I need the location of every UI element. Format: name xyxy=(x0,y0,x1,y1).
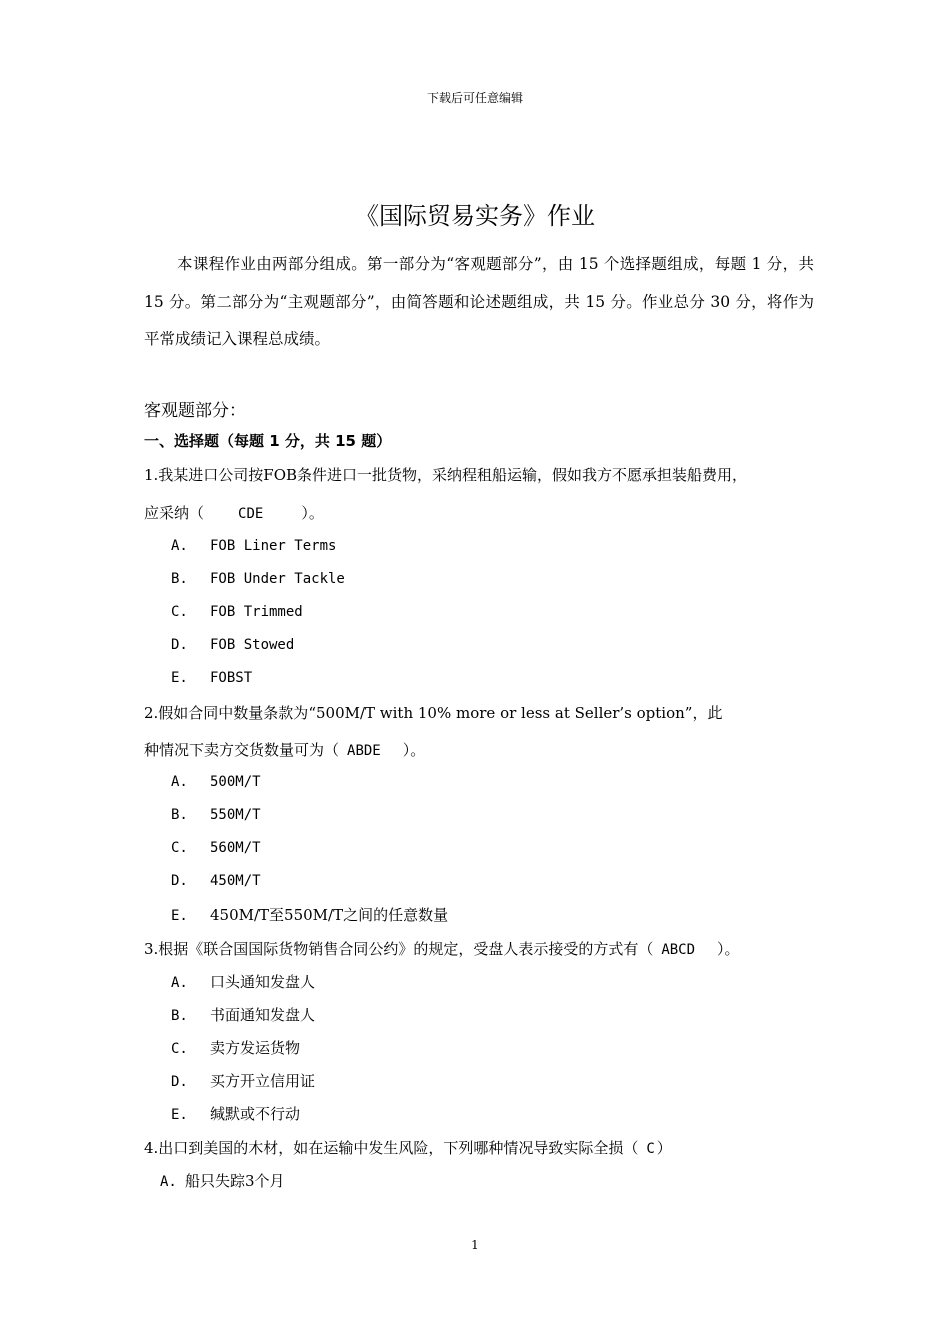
question-4-answer: C xyxy=(646,1141,655,1157)
option-text: FOB Trimmed xyxy=(210,604,303,620)
option-text: FOB Stowed xyxy=(210,637,295,653)
question-4-suffix: ） xyxy=(656,1139,672,1157)
option-text: 买方开立信用证 xyxy=(210,1072,316,1090)
option-text: 450M/T xyxy=(210,873,261,889)
option-text: FOB Liner Terms xyxy=(210,538,337,554)
option-label: A. xyxy=(171,774,188,790)
question-2-answer: ABDE xyxy=(347,743,381,759)
question-3-option-e xyxy=(171,1103,300,1124)
question-3-line-1 xyxy=(144,938,824,959)
question-1-line-2 xyxy=(144,502,824,523)
question-4-prefix: 4.出口到美国的木材，如在运输中发生风险，下列哪种情况导致实际全损（ xyxy=(144,1139,639,1157)
question-4-option-a xyxy=(160,1170,285,1191)
option-text: 550M/T xyxy=(210,807,261,823)
question-3-option-b xyxy=(171,1004,315,1025)
option-label: E. xyxy=(171,670,188,686)
question-2-option-c xyxy=(171,838,261,856)
option-label: B. xyxy=(171,807,188,823)
option-label: C. xyxy=(171,604,188,620)
question-1-option-c xyxy=(171,602,303,620)
option-label: B. xyxy=(171,1008,188,1024)
option-label: A. xyxy=(171,538,188,554)
option-text: 450M/T至550M/T之间的任意数量 xyxy=(210,906,449,924)
question-1-line-1: 1.我某进口公司按FOB条件进口一批货物，采纳程租船运输，假如我方不愿承担装船费用， xyxy=(144,466,748,484)
option-text: 缄默或不行动 xyxy=(210,1105,301,1123)
question-1-option-b xyxy=(171,569,345,587)
question-3-option-d xyxy=(171,1070,315,1091)
option-text: 口头通知发盘人 xyxy=(210,973,316,991)
question-2-prefix: 种情况下卖方交货数量可为（ xyxy=(144,741,340,759)
question-3-option-a xyxy=(171,971,315,992)
option-label: A. xyxy=(160,1174,177,1190)
question-2-line-1: 2.假如合同中数量条款为“500M/T with 10% more or less at Seller’s option”，此 xyxy=(144,704,723,722)
question-4-line-1 xyxy=(144,1137,824,1158)
intro-paragraph: 本课程作业由两部分组成。第一部分为“客观题部分”，由 15 个选择题组成，每题 1 分，共 15 分。第二部分为“主观题部分”，由简答题和论述题组成，共 15 分。作业总分 30 分，将作为平常成绩记入课程总成绩。 xyxy=(144,255,814,348)
option-label: E. xyxy=(171,1107,188,1123)
question-1-option-a xyxy=(171,536,336,554)
option-text: 500M/T xyxy=(210,774,261,790)
question-1-prefix: 应采纳（ xyxy=(144,504,205,522)
option-label: C. xyxy=(171,840,188,856)
question-1-suffix: ）。 xyxy=(301,504,324,522)
question-2-option-a xyxy=(171,772,261,790)
option-text: 书面通知发盘人 xyxy=(210,1006,316,1024)
section-heading: 客观题部分： xyxy=(144,401,246,421)
option-text: 卖方发运货物 xyxy=(210,1039,301,1057)
option-text: FOB Under Tackle xyxy=(210,571,345,587)
subsection-heading: 一、选择题（每题 1 分，共 15 题） xyxy=(144,432,392,450)
question-2-suffix: ）。 xyxy=(402,741,426,759)
question-2-line-2 xyxy=(144,739,824,760)
option-text: 船只失踪3个月 xyxy=(185,1172,285,1190)
question-1-option-e xyxy=(171,668,252,686)
option-label: D. xyxy=(171,1074,188,1090)
question-3-prefix: 3.根据《联合国国际货物销售合同公约》的规定，受盘人表示接受的方式有（ xyxy=(144,940,654,958)
option-text: FOBST xyxy=(210,670,253,686)
option-label: E. xyxy=(171,908,188,924)
question-3-option-c xyxy=(171,1037,300,1058)
document-title: 《国际贸易实务》作业 xyxy=(355,202,595,230)
option-text: 560M/T xyxy=(210,840,261,856)
option-label: A. xyxy=(171,975,188,991)
question-2-option-e xyxy=(171,904,448,925)
option-label: B. xyxy=(171,571,188,587)
question-2-option-b xyxy=(171,805,261,823)
question-3-answer: ABCD xyxy=(661,942,696,958)
header-note: 下载后可任意编辑 xyxy=(426,91,523,105)
option-label: C. xyxy=(171,1041,188,1057)
question-1-answer: CDE xyxy=(238,506,264,522)
question-3-suffix: ）。 xyxy=(717,940,740,958)
option-label: D. xyxy=(171,873,188,889)
question-1-option-d xyxy=(171,635,294,653)
question-2-option-d xyxy=(171,871,261,889)
option-label: D. xyxy=(171,637,188,653)
page-number: 1 xyxy=(471,1238,479,1252)
